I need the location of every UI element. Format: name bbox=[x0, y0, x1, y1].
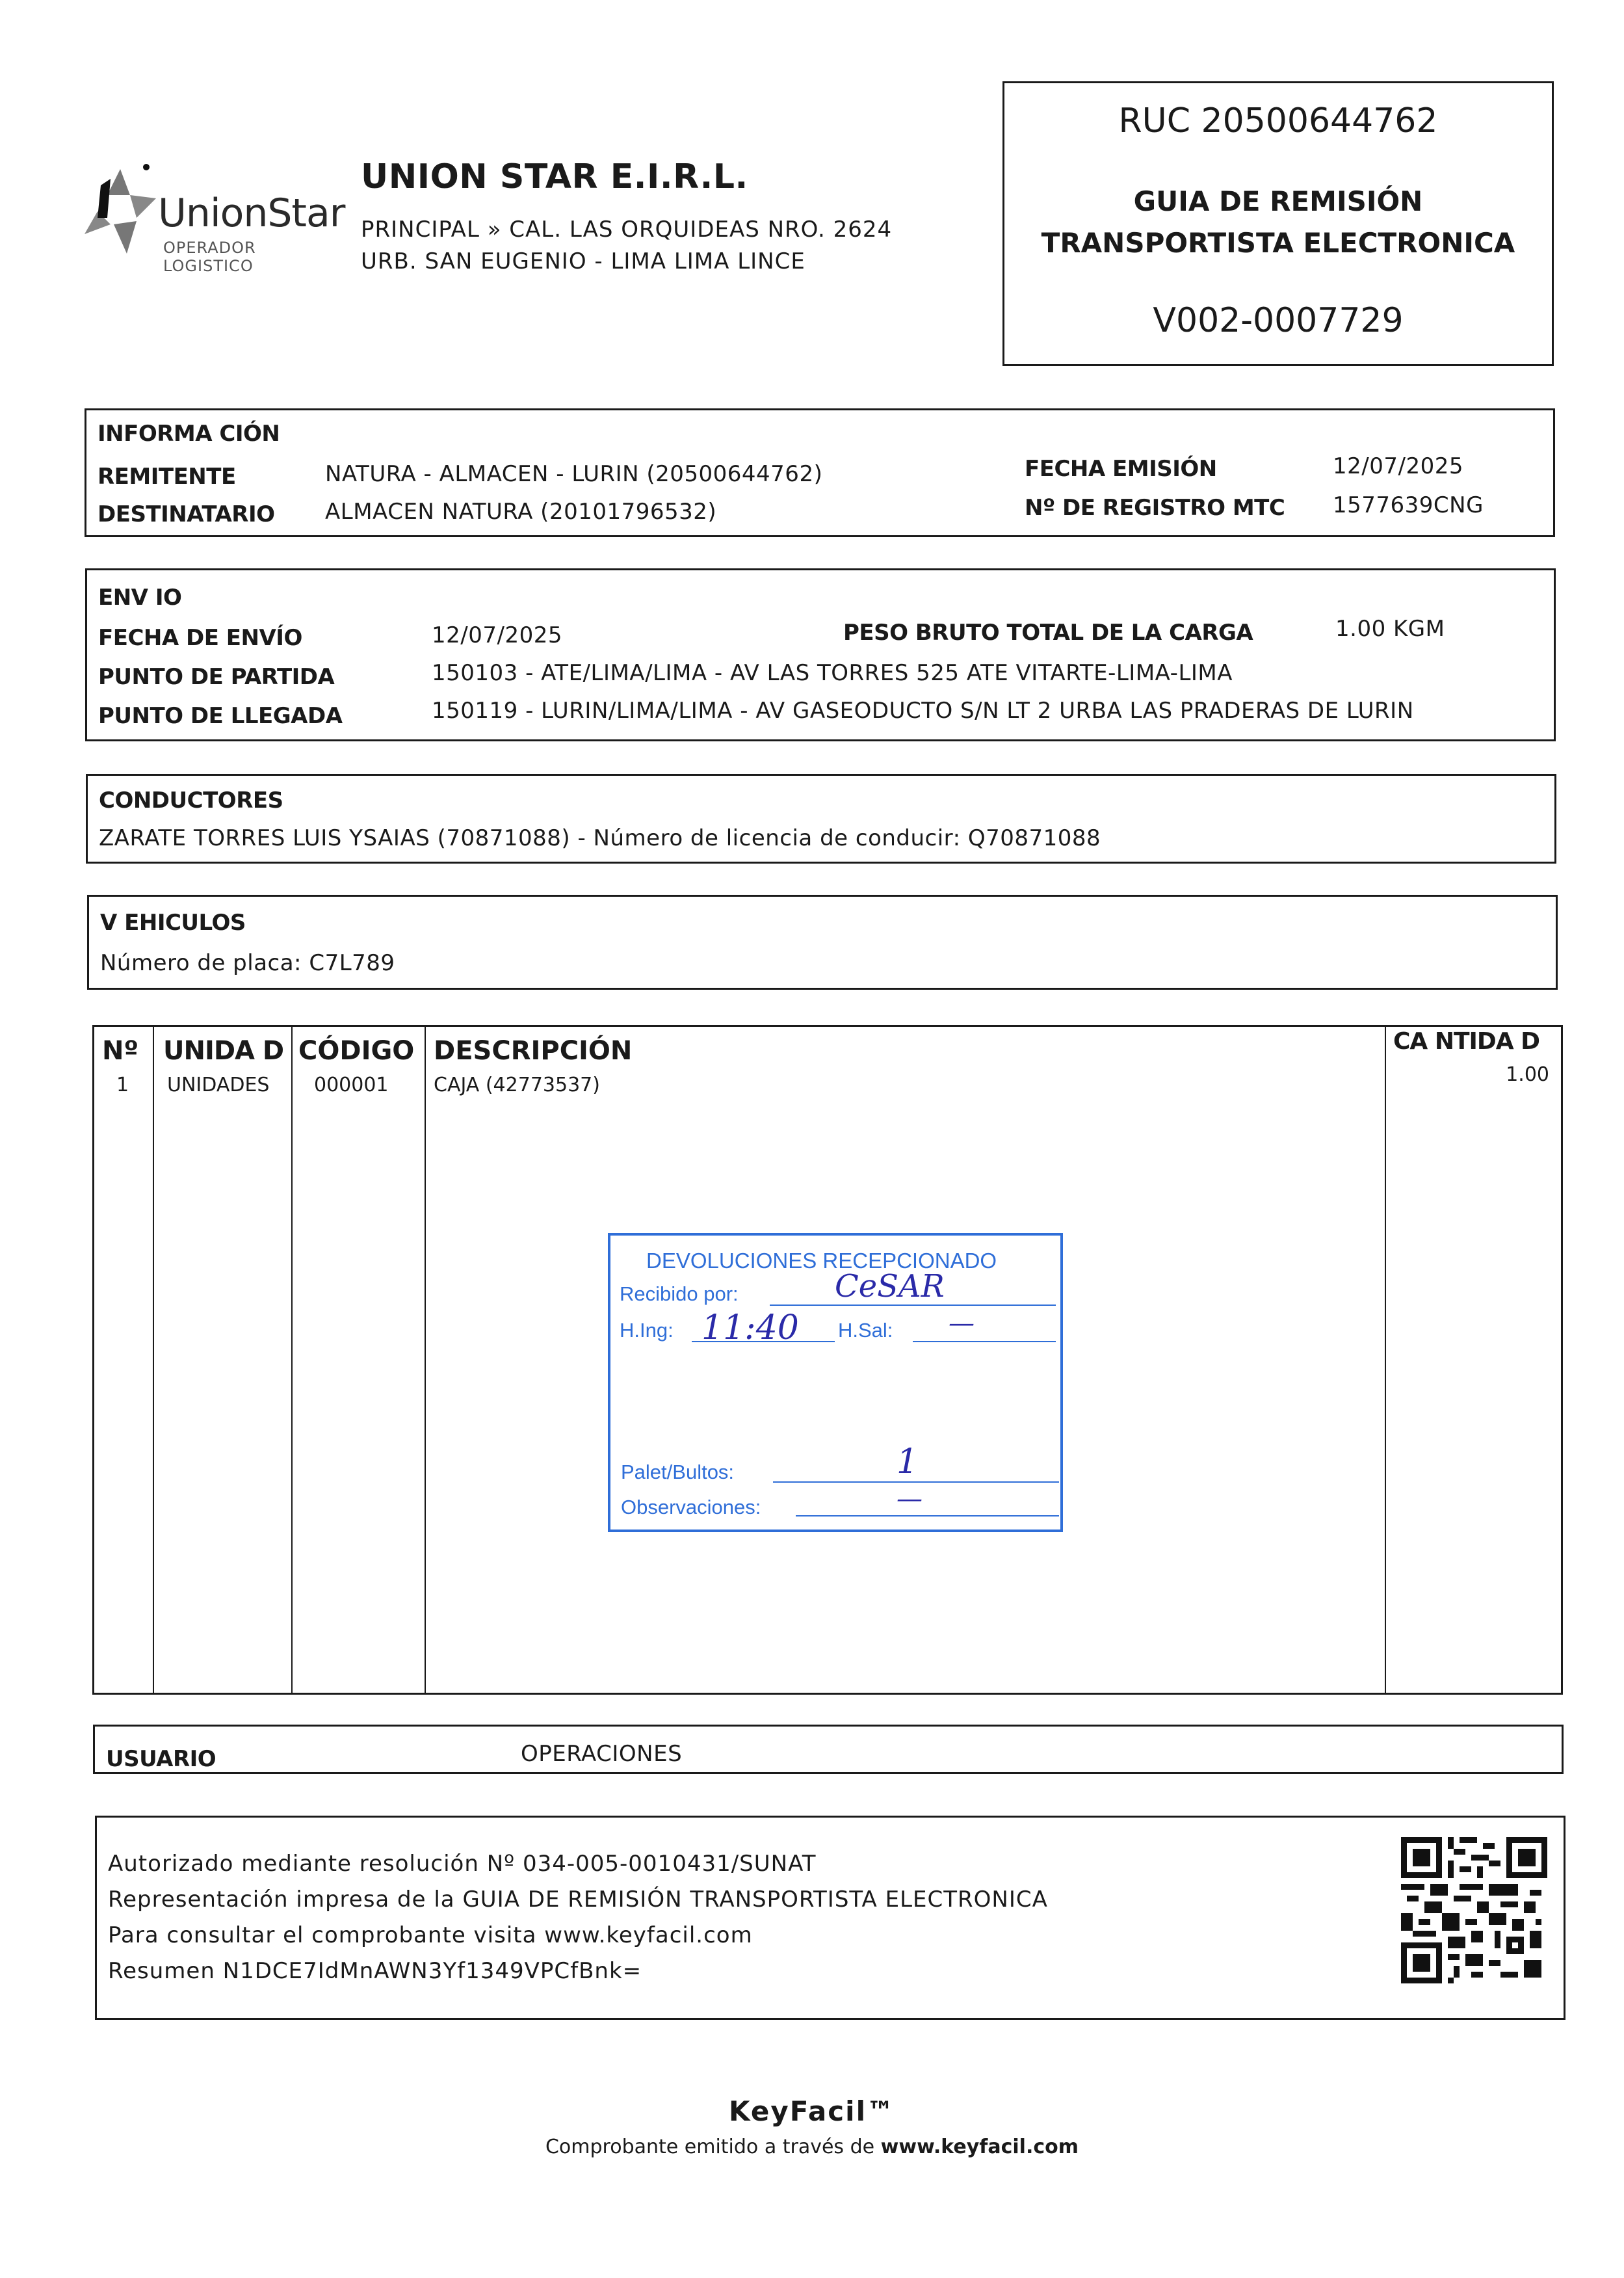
conductores-heading: CONDUCTORES bbox=[99, 788, 283, 814]
cell-no: 1 bbox=[116, 1074, 129, 1096]
keyfacil-issued-label: Comprobante emitido a través de bbox=[545, 2136, 881, 2158]
keyfacil-issued-text bbox=[0, 2136, 1624, 2158]
destinatario-value: ALMACEN NATURA (20101796532) bbox=[325, 499, 717, 525]
logo-tagline: OPERADOR LOGISTICO bbox=[163, 239, 256, 275]
peso-bruto-value: 1.00 KGM bbox=[1335, 616, 1445, 642]
stamp-hing-value: 11:40 bbox=[701, 1308, 799, 1347]
registro-mtc-label: Nº DE REGISTRO MTC bbox=[1025, 495, 1285, 521]
company-name: UNION STAR E.I.R.L. bbox=[361, 157, 748, 196]
col-divider bbox=[1385, 1027, 1386, 1693]
qr-code-icon bbox=[1401, 1837, 1547, 1983]
envio-section bbox=[85, 568, 1556, 741]
stamp-hing-label: H.Ing: bbox=[620, 1319, 674, 1342]
reception-stamp bbox=[608, 1233, 1063, 1532]
usuario-label: USUARIO bbox=[106, 1746, 216, 1772]
document-title-line2: TRANSPORTISTA ELECTRONICA bbox=[1041, 227, 1515, 259]
header-cantidad: CA NTIDA D bbox=[1393, 1028, 1540, 1055]
stamp-hsal-line bbox=[913, 1341, 1056, 1342]
stamp-title: DEVOLUCIONES RECEPCIONADO bbox=[646, 1249, 997, 1273]
remitente-label: REMITENTE bbox=[98, 464, 236, 490]
stamp-palet-value: 1 bbox=[897, 1442, 919, 1481]
star-logo-icon bbox=[81, 159, 159, 257]
stamp-palet-label: Palet/Bultos: bbox=[621, 1461, 735, 1483]
cell-descripcion: CAJA (42773537) bbox=[434, 1074, 600, 1096]
remitente-value: NATURA - ALMACEN - LURIN (20500644762) bbox=[325, 461, 823, 487]
legal-line-authorization: Autorizado mediante resolución Nº 034-005-0010431/SUNAT bbox=[108, 1851, 817, 1877]
col-divider bbox=[153, 1027, 154, 1693]
placa-value: Número de placa: C7L789 bbox=[100, 950, 395, 976]
cell-cantidad: 1.00 bbox=[1506, 1063, 1549, 1086]
header-descripcion: DESCRIPCIÓN bbox=[434, 1036, 633, 1066]
stamp-obs-line bbox=[796, 1515, 1059, 1516]
fecha-emision-label: FECHA EMISIÓN bbox=[1025, 456, 1217, 482]
company-address-line2: URB. SAN EUGENIO - LIMA LIMA LINCE bbox=[361, 248, 805, 274]
logo-brand: UnionStar bbox=[158, 191, 345, 236]
header-no: Nº bbox=[102, 1036, 139, 1066]
punto-llegada-label: PUNTO DE LLEGADA bbox=[98, 703, 343, 729]
fecha-envio-label: FECHA DE ENVÍO bbox=[98, 625, 302, 651]
punto-partida-label: PUNTO DE PARTIDA bbox=[98, 664, 335, 690]
cell-unidad: UNIDADES bbox=[167, 1074, 270, 1096]
conductor-value: ZARATE TORRES LUIS YSAIAS (70871088) - Número de licencia de conducir: Q70871088 bbox=[99, 825, 1101, 851]
conductores-section bbox=[86, 774, 1556, 864]
col-divider bbox=[291, 1027, 293, 1693]
registro-mtc-value: 1577639CNG bbox=[1333, 492, 1484, 518]
document-number: V002-0007729 bbox=[1153, 301, 1404, 340]
legal-line-consult: Para consultar el comprobante visita www.keyfacil.com bbox=[108, 1922, 753, 1948]
keyfacil-brand: KeyFacil™ bbox=[729, 2095, 895, 2127]
informacion-heading: INFORMA CIÓN bbox=[98, 421, 280, 447]
document-id-box bbox=[1002, 81, 1554, 366]
stamp-obs-label: Observaciones: bbox=[621, 1496, 761, 1518]
cell-codigo: 000001 bbox=[314, 1074, 389, 1096]
legal-footer-box bbox=[95, 1816, 1565, 2020]
company-address-line1: PRINCIPAL » CAL. LAS ORQUIDEAS NRO. 2624 bbox=[361, 217, 893, 243]
legal-line-representation: Representación impresa de la GUIA DE REMISIÓN TRANSPORTISTA ELECTRONICA bbox=[108, 1887, 1048, 1913]
vehiculos-heading: V EHICULOS bbox=[100, 910, 246, 936]
fecha-emision-value: 12/07/2025 bbox=[1333, 453, 1463, 479]
header-unidad: UNIDA D bbox=[163, 1036, 284, 1066]
fecha-envio-value: 12/07/2025 bbox=[432, 622, 562, 648]
informacion-section bbox=[85, 408, 1555, 537]
document-title-line1: GUIA DE REMISIÓN bbox=[1133, 185, 1423, 217]
keyfacil-link[interactable]: www.keyfacil.com bbox=[880, 2136, 1079, 2158]
legal-line-resumen: Resumen N1DCE7IdMnAWN3Yf1349VPCfBnk= bbox=[108, 1958, 642, 1984]
stamp-recibido-line bbox=[770, 1305, 1056, 1306]
usuario-value: OPERACIONES bbox=[521, 1741, 683, 1767]
stamp-hsal-label: H.Sal: bbox=[838, 1319, 893, 1342]
stamp-obs-value: — bbox=[897, 1484, 923, 1514]
vehiculos-section bbox=[87, 895, 1558, 990]
header-codigo: CÓDIGO bbox=[298, 1036, 415, 1066]
stamp-palet-line bbox=[773, 1481, 1059, 1483]
stamp-recibido-label: Recibido por: bbox=[620, 1282, 739, 1305]
ruc-number: RUC 20500644762 bbox=[1118, 101, 1438, 140]
punto-llegada-value: 150119 - LURIN/LIMA/LIMA - AV GASEODUCTO S/N LT 2 URBA LAS PRADERAS DE LURIN bbox=[432, 698, 1414, 724]
company-logo bbox=[81, 159, 348, 275]
stamp-recibido-value: CeSAR bbox=[835, 1268, 945, 1305]
col-divider bbox=[425, 1027, 426, 1693]
peso-bruto-label: PESO BRUTO TOTAL DE LA CARGA bbox=[843, 620, 1253, 646]
usuario-section bbox=[93, 1725, 1564, 1774]
punto-partida-value: 150103 - ATE/LIMA/LIMA - AV LAS TORRES 525 ATE VITARTE-LIMA-LIMA bbox=[432, 660, 1233, 686]
stamp-hsal-value: — bbox=[949, 1308, 975, 1338]
envio-heading: ENV IO bbox=[98, 585, 182, 611]
destinatario-label: DESTINATARIO bbox=[98, 501, 275, 527]
